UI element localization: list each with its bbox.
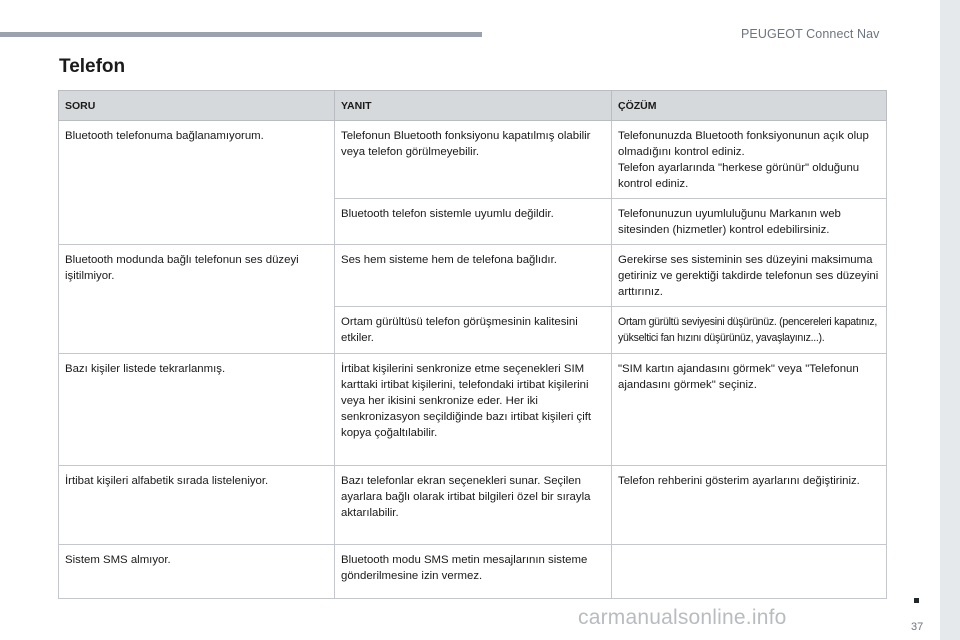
table-row xyxy=(59,545,887,599)
answer-cell: Telefonun Bluetooth fonksiyonu kapatılmış olabilir veya telefon görülmeyebilir. xyxy=(335,121,612,199)
question-cell: Bluetooth modunda bağlı telefonun ses düzeyi işitilmiyor. xyxy=(59,245,335,354)
solution-cell: "SIM kartın ajandasını görmek" veya "Telefonun ajandasını görmek" seçiniz. xyxy=(612,354,887,466)
answer-cell: Bazı telefonlar ekran seçenekleri sunar. Seçilen ayarlara bağlı olarak irtibat bilgileri özel bir sırayla aktarılabilir. xyxy=(335,466,612,545)
solution-cell xyxy=(612,545,887,599)
answer-cell: Ses hem sisteme hem de telefona bağlıdır. xyxy=(335,245,612,307)
answer-cell: Ortam gürültüsü telefon görüşmesinin kalitesini etkiler. xyxy=(335,307,612,354)
solution-line: Telefonunuzda Bluetooth fonksiyonunun açık olup olmadığını kontrol ediniz. xyxy=(618,130,869,158)
column-header-answer: YANIT xyxy=(335,91,612,121)
page-marker xyxy=(914,598,919,603)
table-header-row xyxy=(59,91,887,121)
solution-line: Telefon ayarlarında "herkese görünür" olduğunu kontrol ediniz. xyxy=(618,162,860,190)
header-accent-bar xyxy=(0,32,482,37)
brand-label: PEUGEOT Connect Nav xyxy=(741,27,880,41)
solution-cell: Gerekirse ses sisteminin ses düzeyini maksimuma getiriniz ve gerektiği takdirde telefonun ses düzeyini arttırınız. xyxy=(612,245,887,307)
question-cell: Sistem SMS almıyor. xyxy=(59,545,335,599)
question-cell: İrtibat kişileri alfabetik sırada listeleniyor. xyxy=(59,466,335,545)
table-row xyxy=(59,245,887,307)
solution-cell xyxy=(612,121,887,199)
page-number: 37 xyxy=(911,621,924,633)
side-strip xyxy=(940,0,960,640)
solution-cell: Telefon rehberini gösterim ayarlarını değiştiriniz. xyxy=(612,466,887,545)
column-header-solution: ÇÖZÜM xyxy=(612,91,887,121)
watermark: carmanualsonline.info xyxy=(578,606,787,629)
table-row xyxy=(59,466,887,545)
page-title: Telefon xyxy=(59,56,126,77)
faq-table xyxy=(58,90,887,599)
answer-cell: Bluetooth modu SMS metin mesajlarının sisteme gönderilmesine izin vermez. xyxy=(335,545,612,599)
question-cell: Bluetooth telefonuma bağlanamıyorum. xyxy=(59,121,335,245)
answer-cell: İrtibat kişilerini senkronize etme seçenekleri SIM karttaki irtibat kişilerini, telefondaki irtibat kişilerini veya her ikisini senkronize eder. Her iki senkronizasyon seçildiğinde bazı irtibat kişileri çift kopya çoğaltılabilir. xyxy=(335,354,612,466)
solution-cell: Ortam gürültü seviyesini düşürünüz. (pencereleri kapatınız, yükseltici fan hızını düşürünüz, yavaşlayınız...). xyxy=(612,307,887,354)
question-cell: Bazı kişiler listede tekrarlanmış. xyxy=(59,354,335,466)
column-header-question: SORU xyxy=(59,91,335,121)
answer-cell: Bluetooth telefon sistemle uyumlu değildir. xyxy=(335,199,612,245)
table-row xyxy=(59,354,887,466)
solution-cell: Telefonunuzun uyumluluğunu Markanın web sitesinden (hizmetler) kontrol edebilirsiniz. xyxy=(612,199,887,245)
table-row xyxy=(59,121,887,199)
